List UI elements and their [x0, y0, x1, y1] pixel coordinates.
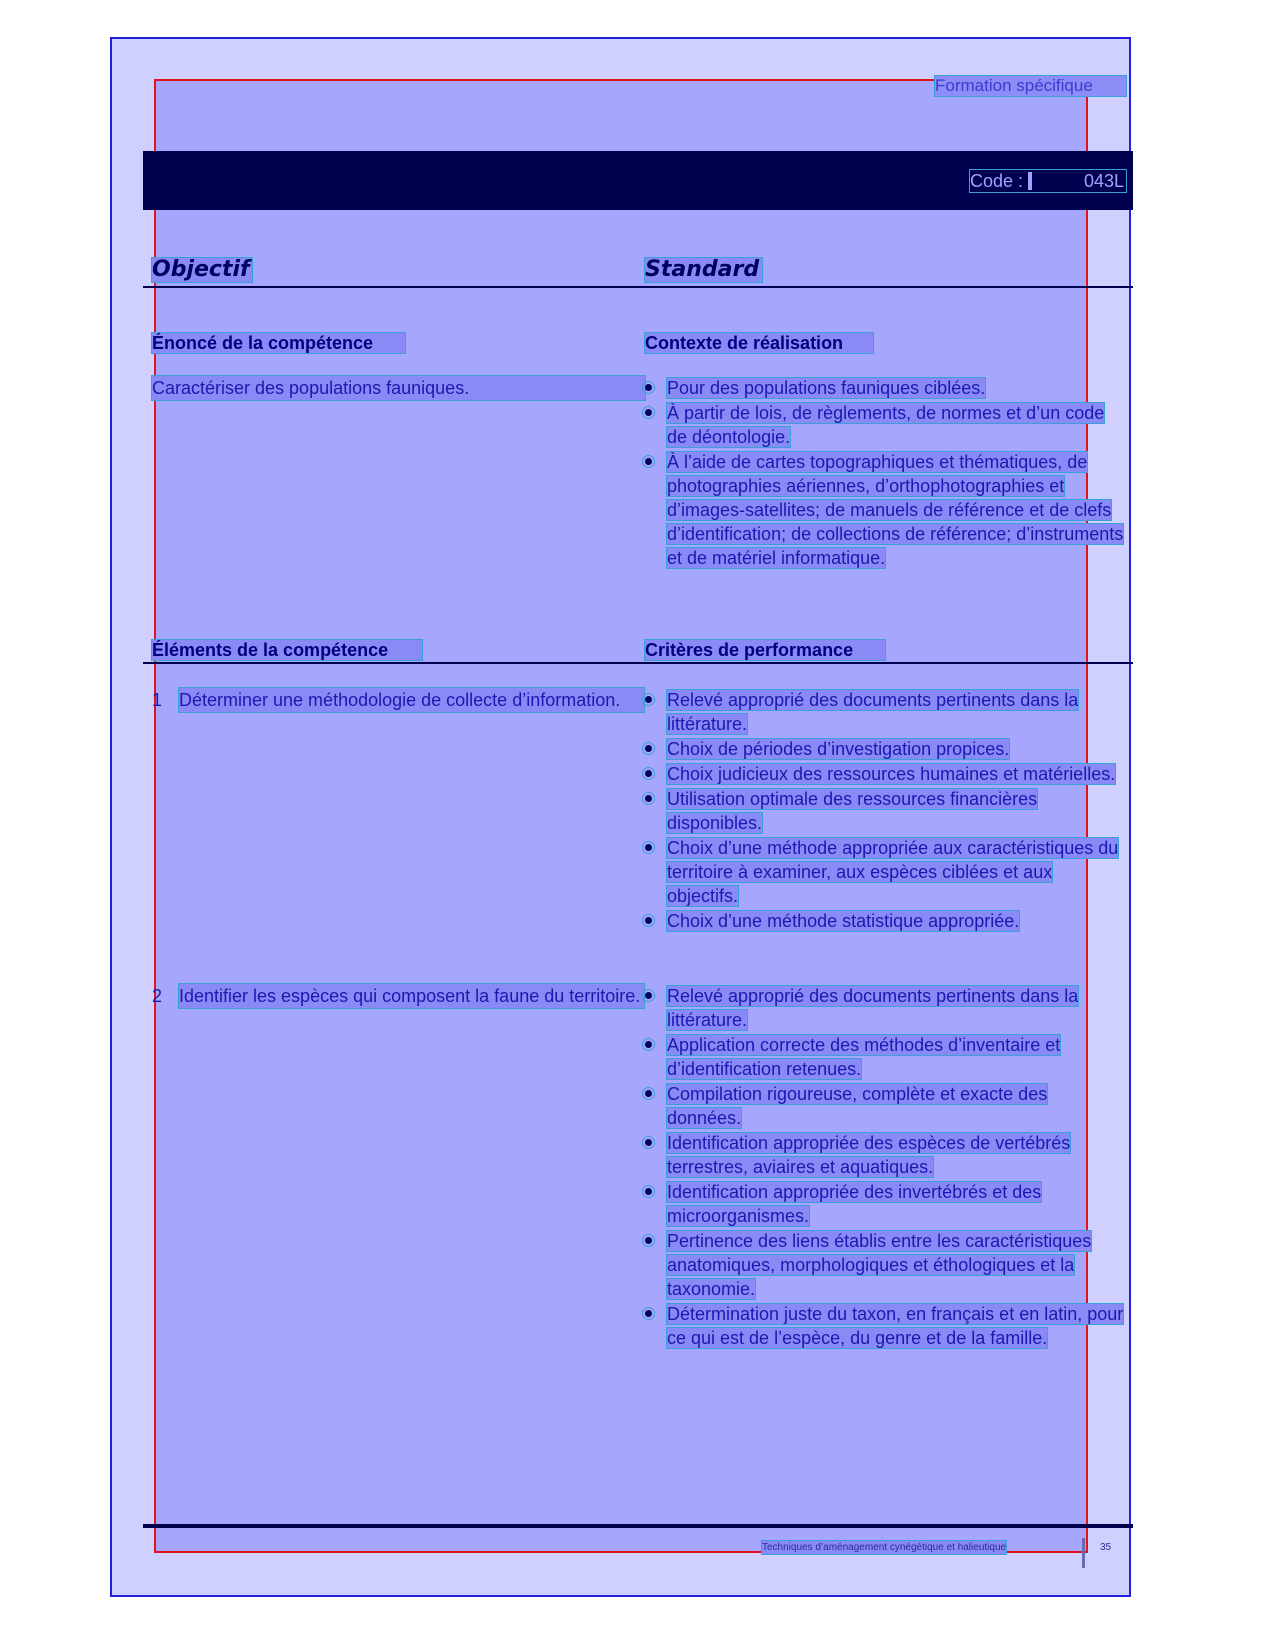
bullet-icon [645, 1188, 652, 1195]
bullet-icon [645, 384, 652, 391]
bullet-icon [645, 844, 652, 851]
elements-heading: Éléments de la compétence [152, 640, 422, 660]
code-separator [1028, 172, 1032, 190]
criteria-item: Choix d’une méthode statistique appropriée. [645, 909, 1125, 933]
bullet-icon [645, 770, 652, 777]
bullet-icon [645, 1090, 652, 1097]
page-number: 35 [1100, 1542, 1112, 1553]
criteria-item: Relevé approprié des documents pertinents dans la littérature. [645, 688, 1125, 736]
criteria-item: Pertinence des liens établis entre les caractéristiques anatomiques, morphologiques et éthologiques et la taxonomie. [645, 1229, 1125, 1301]
criteria-item: Identification appropriée des invertébrés et des microorganismes. [645, 1180, 1125, 1228]
criteria-item: Utilisation optimale des ressources financières disponibles. [645, 787, 1125, 835]
context-list [645, 376, 1125, 571]
element-text: Déterminer une méthodologie de collecte d’information. [179, 688, 644, 712]
bullet-icon [645, 696, 652, 703]
criteria-item: Compilation rigoureuse, complète et exacte des données. [645, 1082, 1125, 1130]
competency-code [970, 170, 1126, 192]
criteria-list [645, 984, 1125, 1351]
criteria-item: Détermination juste du taxon, en français et en latin, pour ce qui est de l’espèce, du genre et de la famille. [645, 1302, 1125, 1350]
criteria-list [645, 688, 1125, 934]
criteria-item: Choix de périodes d’investigation propices. [645, 737, 1125, 761]
bullet-icon [645, 1139, 652, 1146]
bullet-icon [645, 1237, 652, 1244]
criteria-item: Relevé approprié des documents pertinents dans la littérature. [645, 984, 1125, 1032]
context-heading: Contexte de réalisation [645, 333, 873, 353]
footer-divider [143, 1524, 1133, 1528]
criteria-heading: Critères de performance [645, 640, 885, 660]
bullet-icon [645, 1041, 652, 1048]
bullet-icon [645, 992, 652, 999]
competence-heading: Énoncé de la compétence [152, 333, 405, 353]
footer-mark [1082, 1538, 1085, 1568]
bullet-icon [645, 795, 652, 802]
bullet-icon [645, 917, 652, 924]
competence-statement: Caractériser des populations fauniques. [152, 376, 645, 400]
element-text: Identifier les espèces qui composent la faune du territoire. [179, 984, 644, 1008]
section-label: Formation spécifique [935, 76, 1126, 96]
context-item: À l’aide de cartes topographiques et thématiques, de photographies aériennes, d’orthophotographies et d’images-satellites; de manuels de référence et de clefs d’identification; de collections de référence; d’instruments et de matériel informatique. [645, 450, 1125, 570]
bullet-icon [645, 458, 652, 465]
bullet-icon [645, 409, 652, 416]
code-value: 043L [1083, 171, 1124, 191]
title-divider [143, 286, 1133, 288]
element-number: 2 [152, 986, 163, 1006]
context-item: Pour des populations fauniques ciblées. [645, 376, 1125, 400]
elements-divider [143, 662, 1133, 664]
footer-program: Techniques d’aménagement cynégétique et halieutique [762, 1542, 1007, 1553]
criteria-item: Identification appropriée des espèces de vertébrés terrestres, aviaires et aquatiques. [645, 1131, 1125, 1179]
context-item: À partir de lois, de règlements, de normes et d’un code de déontologie. [645, 401, 1125, 449]
bullet-icon [645, 1310, 652, 1317]
criteria-item: Choix judicieux des ressources humaines et matérielles. [645, 762, 1125, 786]
criteria-item: Choix d’une méthode appropriée aux caractéristiques du territoire à examiner, aux espèces ciblées et aux objectifs. [645, 836, 1125, 908]
element-number: 1 [152, 690, 163, 710]
criteria-item: Application correcte des méthodes d’inventaire et d’identification retenues. [645, 1033, 1125, 1081]
objectif-title: Objectif [152, 258, 252, 282]
standard-title: Standard [645, 258, 762, 282]
bullet-icon [645, 745, 652, 752]
code-label: Code : [970, 171, 1024, 191]
